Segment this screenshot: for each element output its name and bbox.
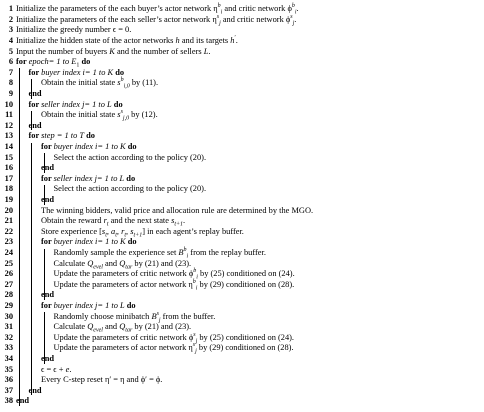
- text-segment: buyer index i= 1 to K: [41, 67, 114, 77]
- text-segment: from the replay buffer.: [188, 248, 266, 257]
- text-segment: Every C-step reset η′ = η and ϕ′ = ϕ.: [41, 375, 163, 385]
- text-segment: Randomly sample the experience set: [53, 248, 179, 257]
- line-text: [54, 322, 192, 333]
- text-segment: Initialize the parameters of the each seller’s actor network η: [16, 14, 217, 24]
- algorithm-line: [0, 121, 484, 132]
- subscript: i: [294, 9, 297, 16]
- line-text: [54, 269, 295, 280]
- text-segment: and critic network ϕ: [222, 4, 292, 14]
- keyword: end: [28, 89, 42, 98]
- line-number: 35: [4, 364, 13, 374]
- line-number: 28: [4, 290, 13, 300]
- text-segment: Update the parameters of actor network η: [53, 343, 193, 353]
- text-segment: s: [130, 226, 134, 236]
- line-number: 11: [5, 110, 13, 120]
- algorithm-line: [0, 206, 484, 217]
- text-segment: and: [102, 322, 120, 332]
- superscript: b: [291, 3, 295, 10]
- line-number: 34: [4, 354, 13, 363]
- line-number: 38: [4, 396, 13, 406]
- line-text: [16, 47, 210, 58]
- text-segment: ,: [106, 226, 112, 236]
- keyword: for: [28, 131, 42, 141]
- text-segment: step = 1 to T: [41, 131, 85, 141]
- algorithm-line: [0, 78, 484, 89]
- keyword: for: [41, 301, 54, 310]
- algorithm-line: [0, 354, 484, 365]
- line-number: 22: [4, 226, 13, 236]
- line-number: 9: [8, 89, 13, 98]
- text-segment: B: [178, 248, 184, 257]
- line-number: 8: [8, 78, 13, 88]
- line-text: [41, 301, 136, 312]
- subscript: j: [195, 349, 197, 356]
- text-segment: .: [183, 216, 186, 226]
- line-number: 19: [4, 195, 13, 204]
- line-text: [41, 174, 135, 185]
- text-segment: seller index j= 1 to L: [53, 173, 125, 183]
- line-text: [41, 227, 244, 238]
- text-segment: Obtain the initial state: [41, 110, 118, 120]
- algorithm-line: [0, 375, 484, 386]
- text-segment: s: [101, 226, 106, 236]
- text-segment: Update the parameters of critic network ϕ: [53, 269, 194, 279]
- keyword: do: [111, 99, 123, 109]
- line-number: 1: [8, 4, 13, 14]
- text-segment: and the number of sellers: [114, 46, 204, 56]
- line-number: 21: [4, 216, 13, 226]
- text-segment: s: [117, 78, 121, 88]
- keyword: for: [28, 99, 42, 109]
- line-number: 13: [4, 131, 13, 141]
- keyword: do: [84, 131, 95, 141]
- text-segment: buyer index i= 1 to K: [53, 237, 126, 247]
- text-segment: .: [235, 36, 238, 45]
- line-text: [16, 4, 299, 15]
- text-segment: Store experience [: [41, 226, 102, 236]
- text-segment: by (25) conditioned on (24).: [197, 269, 295, 279]
- subscript: j,0: [122, 115, 130, 122]
- text-segment: seller index j= 1 to L: [41, 99, 112, 109]
- text-segment: Update the parameters of critic network ϕ: [53, 332, 194, 342]
- superscript: s: [290, 14, 293, 20]
- keyword: do: [125, 142, 137, 151]
- line-number: 16: [4, 163, 13, 173]
- keyword: for: [28, 67, 42, 77]
- subscript: j: [195, 338, 198, 345]
- keyword: end: [16, 396, 30, 406]
- subscript: t: [124, 232, 127, 239]
- line-number: 14: [4, 142, 13, 151]
- subscript: tar: [125, 327, 133, 334]
- keyword: do: [124, 173, 136, 183]
- algorithm-line: [0, 269, 484, 280]
- superscript: b: [192, 279, 196, 285]
- line-text: [54, 259, 192, 270]
- text-segment: by (29) conditioned on (28).: [196, 343, 294, 353]
- line-text: [41, 365, 71, 376]
- line-text: [16, 25, 131, 36]
- line-number: 29: [4, 301, 13, 310]
- keyword: do: [124, 301, 136, 310]
- algorithm-line: [0, 333, 484, 344]
- subscript: evel: [93, 327, 103, 334]
- text-segment: Q: [87, 322, 94, 332]
- algorithm-line: [0, 4, 484, 15]
- superscript: b: [217, 3, 221, 10]
- algorithm-line: [0, 110, 484, 121]
- block-rule: [44, 312, 45, 364]
- algorithm-line: [0, 259, 484, 270]
- text-segment: E: [71, 57, 77, 67]
- algorithm-line: [0, 153, 484, 164]
- text-segment: r: [121, 226, 125, 236]
- line-text: [41, 206, 313, 217]
- keyword: do: [125, 237, 137, 247]
- text-segment: .: [294, 14, 297, 24]
- algorithm-line: [0, 248, 484, 259]
- algorithm-line: [0, 131, 484, 142]
- superscript: s: [216, 14, 220, 20]
- subscript: i: [196, 274, 198, 281]
- algorithm-line: [0, 216, 484, 227]
- line-number: 25: [4, 258, 13, 268]
- block-rule: [44, 249, 45, 301]
- text-segment: by (21) and (23).: [132, 322, 192, 332]
- algorithm-line: [0, 280, 484, 291]
- keyword: end: [41, 195, 55, 204]
- subscript: j: [158, 317, 161, 324]
- text-segment: ϵ = ϵ +: [41, 364, 66, 374]
- line-number: 3: [8, 25, 13, 35]
- line-number: 10: [4, 99, 13, 109]
- algorithm-line: [0, 312, 484, 323]
- text-segment: Select the action according to the policy (20).: [53, 152, 207, 162]
- algorithm-line: [0, 301, 484, 312]
- text-segment: L: [203, 46, 209, 56]
- superscript: b: [120, 77, 124, 84]
- keyword: end: [41, 354, 55, 363]
- algorithm-line: [0, 386, 484, 397]
- line-number: 31: [4, 322, 13, 332]
- line-number: 37: [4, 385, 13, 395]
- algorithm-line: [0, 195, 484, 206]
- text-segment: .: [69, 364, 72, 374]
- line-number: 27: [4, 279, 13, 289]
- text-segment: by (12).: [129, 110, 158, 120]
- subscript: j: [219, 20, 221, 27]
- line-text: [54, 248, 266, 259]
- text-segment: by (29) conditioned on (28).: [197, 279, 295, 289]
- keyword: end: [28, 120, 42, 130]
- text-segment: and: [102, 258, 120, 268]
- text-segment: a: [111, 226, 116, 236]
- line-number: 4: [8, 36, 13, 45]
- text-segment: and the next state: [108, 216, 172, 226]
- line-number: 30: [4, 311, 13, 321]
- text-segment: buyer index j= 1 to L: [53, 301, 125, 310]
- line-number: 5: [8, 46, 13, 56]
- subscript: i: [195, 285, 198, 292]
- line-number: 20: [4, 205, 13, 215]
- algorithm-line: [0, 174, 484, 185]
- line-text: [54, 184, 207, 195]
- algorithm-line: [0, 47, 484, 58]
- line-text: [16, 36, 238, 47]
- line-number: 32: [4, 332, 13, 342]
- line-text: [41, 216, 185, 227]
- subscript: i: [186, 253, 189, 260]
- line-number: 7: [8, 67, 13, 77]
- subscript: i: [220, 9, 223, 16]
- subscript: t: [105, 232, 107, 239]
- algorithm-line: [0, 227, 484, 238]
- superscript: s: [156, 310, 159, 317]
- line-number: 36: [4, 375, 13, 385]
- line-number: 15: [4, 152, 13, 162]
- text-segment: h: [230, 36, 235, 45]
- superscript: s: [193, 332, 196, 338]
- text-segment: by (25) conditioned on (24).: [197, 332, 295, 342]
- line-number: 24: [4, 248, 13, 257]
- algorithm-line: [0, 163, 484, 174]
- text-segment: Update the parameters of actor network η: [53, 279, 193, 289]
- block-rule: [31, 79, 32, 99]
- subscript: 1: [76, 62, 80, 69]
- subscript: evel: [93, 264, 103, 271]
- algorithm-line: [0, 89, 484, 100]
- line-text: [41, 78, 158, 89]
- algorithm-line: [0, 100, 484, 111]
- line-number: 17: [4, 173, 13, 183]
- keyword: for: [41, 142, 54, 151]
- subscript: t: [115, 232, 117, 239]
- subscript: tar: [125, 264, 133, 271]
- text-segment: s: [171, 216, 175, 226]
- line-number: 33: [4, 343, 13, 353]
- line-number: 26: [4, 269, 13, 279]
- keyword: do: [113, 67, 125, 77]
- text-segment: B: [151, 311, 157, 321]
- text-segment: Q: [119, 322, 126, 332]
- algorithm-line: [0, 396, 484, 407]
- text-segment: Initialize the parameters of the each buyer’s actor network η: [16, 4, 218, 14]
- text-segment: Obtain the reward: [41, 216, 104, 226]
- text-segment: r: [103, 216, 107, 226]
- text-segment: and its targets: [179, 36, 231, 45]
- text-segment: .: [296, 4, 299, 14]
- keyword: end: [28, 385, 42, 395]
- text-segment: Select the action according to the policy (20).: [53, 184, 207, 194]
- keyword: for: [41, 173, 54, 183]
- line-text: [29, 131, 95, 142]
- text-segment: Input the number of buyers: [16, 46, 110, 56]
- block-rule: [31, 111, 32, 131]
- text-segment: Initialize the greedy number ϵ = 0.: [16, 25, 132, 35]
- algorithm-line: [0, 68, 484, 79]
- algorithm-line: [0, 15, 484, 26]
- text-segment: e: [65, 364, 70, 374]
- keyword: do: [79, 57, 91, 67]
- superscript: b: [183, 247, 187, 254]
- text-segment: The winning bidders, valid price and allocation rule are determined by the MGO.: [41, 205, 314, 215]
- text-segment: by (21) and (23).: [132, 258, 192, 268]
- keyword: end: [41, 290, 55, 300]
- line-text: [29, 100, 123, 111]
- text-segment: Calculate: [53, 322, 88, 332]
- subscript: j: [292, 20, 295, 27]
- subscript: i,0: [123, 84, 130, 91]
- algorithm-line: [0, 36, 484, 47]
- line-text: [41, 110, 158, 121]
- line-number: 12: [4, 120, 13, 130]
- keyword: for: [41, 237, 54, 247]
- subscript: t+1: [174, 221, 184, 228]
- line-text: [16, 57, 90, 68]
- text-segment: and critic network ϕ: [220, 14, 291, 24]
- subscript: t: [106, 221, 109, 228]
- line-text: [54, 343, 294, 354]
- text-segment: Randomly choose minibatch: [53, 311, 152, 321]
- text-segment: by (11).: [129, 78, 159, 88]
- text-segment: Obtain the initial state: [41, 78, 118, 88]
- text-segment: ,: [126, 226, 131, 236]
- text-segment: ,: [116, 226, 122, 236]
- line-number: 6: [8, 57, 13, 67]
- algorithm-line: [0, 25, 484, 36]
- algorithm-line: [0, 184, 484, 195]
- block-rule: [19, 68, 20, 406]
- line-text: [41, 142, 137, 153]
- text-segment: Q: [87, 258, 94, 268]
- text-segment: from the buffer.: [160, 311, 216, 321]
- text-segment: s: [117, 110, 121, 120]
- subscript: t+1: [133, 232, 143, 239]
- block-rule: [31, 143, 32, 396]
- text-segment: Calculate: [53, 258, 88, 268]
- block-rule: [44, 153, 45, 173]
- keyword: end: [41, 163, 55, 173]
- line-text: [16, 15, 296, 26]
- superscript: s: [120, 109, 123, 116]
- superscript: ′: [234, 35, 236, 42]
- text-segment: .: [208, 46, 211, 56]
- text-segment: buyer index i= 1 to K: [53, 142, 126, 151]
- text-segment: ] in each agent’s replay buffer.: [142, 226, 244, 236]
- line-text: [41, 237, 137, 248]
- algorithm-line: [0, 142, 484, 153]
- line-number: 18: [4, 184, 13, 194]
- line-text: [54, 280, 295, 291]
- line-text: [54, 312, 216, 323]
- block-rule: [44, 185, 45, 205]
- text-segment: Q: [119, 258, 126, 268]
- text-segment: h: [175, 36, 180, 45]
- text-segment: epoch= 1 to: [28, 57, 72, 67]
- line-text: [54, 333, 295, 344]
- line-text: [41, 375, 162, 386]
- line-number: 2: [8, 14, 13, 24]
- algorithm-line: [0, 57, 484, 68]
- text-segment: K: [109, 46, 115, 56]
- keyword: for: [16, 57, 29, 67]
- algorithm-line: [0, 322, 484, 333]
- line-text: [54, 153, 207, 164]
- superscript: s: [192, 342, 196, 349]
- text-segment: Initialize the hidden state of the actor networks: [16, 36, 176, 45]
- algorithm-line: [0, 365, 484, 376]
- line-text: [29, 68, 125, 79]
- algorithm-line: [0, 290, 484, 301]
- algorithm-line: [0, 343, 484, 354]
- line-number: 23: [4, 237, 13, 247]
- algorithm-line: [0, 237, 484, 248]
- superscript: b: [193, 268, 197, 275]
